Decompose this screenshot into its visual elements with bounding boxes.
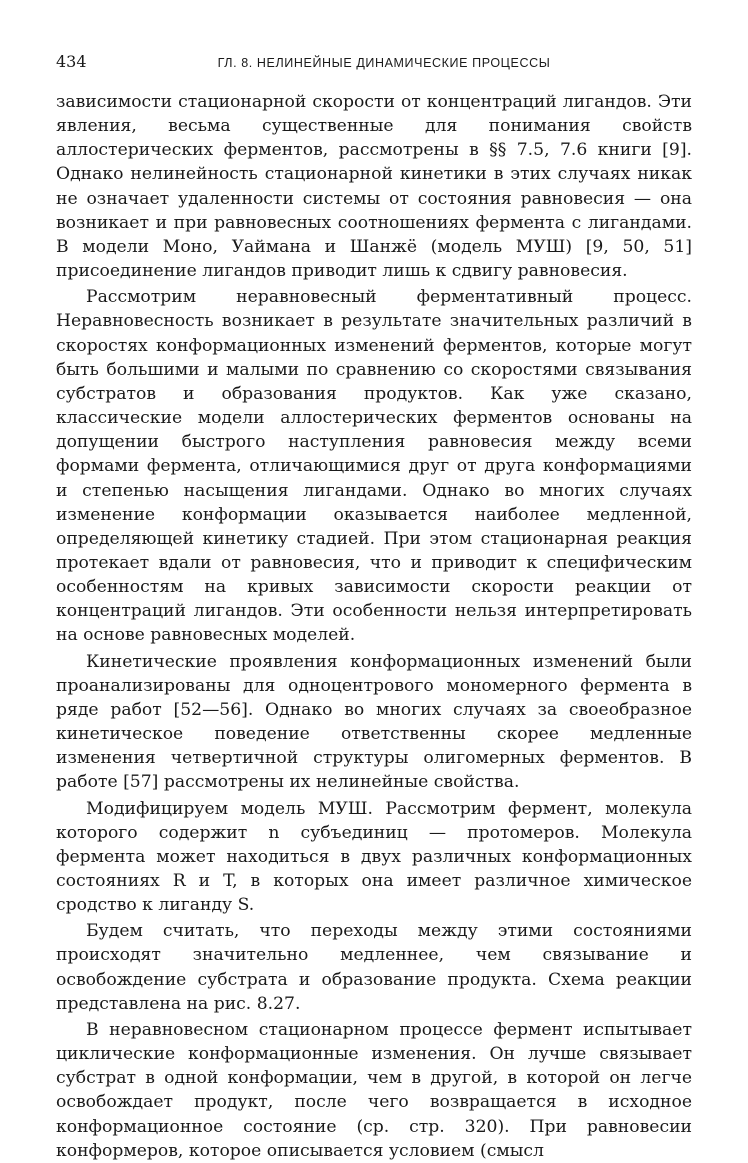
- paragraph-cyclic-changes: В неравновесном стационарном процессе фермент испытывает циклические конформационные изменения. Он лучше связывает субстрат в одной конформации, чем в другой, в которой он легче освобождает продукт, после чего возвращается в исходное конформационное состояние (ср. стр. 320). При равновесии конформеров, которое описывается условием (смысл: [56, 1019, 692, 1161]
- paragraph-kinetic-manifestations: Кинетические проявления конформационных изменений были проанализированы для одноцентрового мономерного фермента в ряде работ [52—56]. Однако во многих случаях за своеобразное кинетическое поведение ответственны скорее медленные изменения четвертичной структуры олигомерных ферментов. В работе [57] рассмотрены их нелинейные свойства.: [56, 651, 692, 793]
- page-header: [56, 52, 692, 76]
- paragraph-modified-model: Модифицируем модель МУШ. Рассмотрим фермент, молекула которого содержит n субъединиц — протомеров. Молекула фермента может находиться в двух различных конформационных состояниях R и T, в которых она имеет различное химическое сродство к лиганду S.: [56, 798, 692, 916]
- book-page: [56, 52, 692, 1163]
- paragraph-transitions: Будем считать, что переходы между этими состояниями происходят значительно медленнее, чем связывание и освобождение субстрата и образование продукта. Схема реакции представлена на рис. 8.27.: [56, 921, 692, 1014]
- page-number: 434: [56, 52, 87, 71]
- paragraph-continuation: зависимости стационарной скорости от концентраций лигандов. Эти явления, весьма существенные для понимания свойств аллостерических ферментов, рассмотрены в §§ 7.5, 7.6 книги [9]. Однако нелинейность стационарной кинетики в этих случаях никак не означает удаленности системы от состояния равновесия — она возникает и при равновесных соотношениях фермента с лигандами. В модели Моно, Уаймана и Шанжё (модель МУШ) [9, 50, 51] присоединение лигандов приводит лишь к сдвигу равновесия.: [56, 92, 692, 282]
- running-head: ГЛ. 8. НЕЛИНЕЙНЫЕ ДИНАМИЧЕСКИЕ ПРОЦЕССЫ: [217, 56, 551, 70]
- body-text: [56, 90, 692, 1163]
- paragraph-nonequilibrium-process: Рассмотрим неравновесный ферментативный процесс. Неравновесность возникает в результате значительных различий в скоростях конформационных изменений ферментов, которые могут быть большими и малыми по сравнению со скоростями связывания субстратов и образования продуктов. Как уже сказано, классические модели аллостерических ферментов основаны на допущении быстрого наступления равновесия между всеми формами фермента, отличающимися друг от друга конформациями и степенью насыщения лигандами. Однако во многих случаях изменение конформации оказывается наиболее медленной, определяющей кинетику стадией. При этом стационарная реакция протекает вдали от равновесия, что и приводит к специфическим особенностям на кривых зависимости скорости реакции от концентраций лигандов. Эти особенности нельзя интерпретировать на основе равновесных моделей.: [56, 287, 692, 646]
